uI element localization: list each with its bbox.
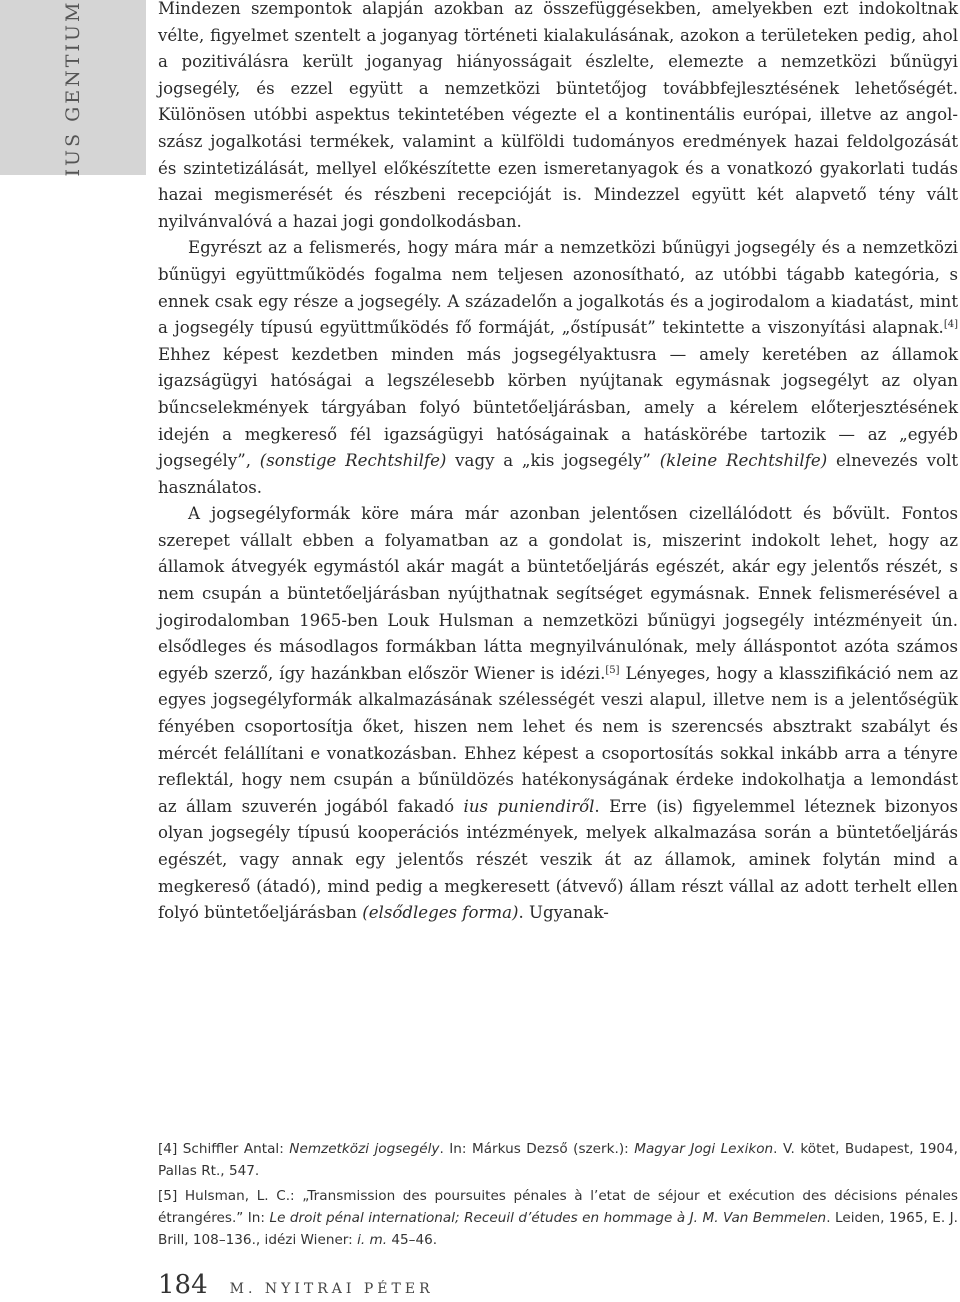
text-run: . Erre (is) figyelemmel léteznek bizonyos olyan jogsegély típusú kooperációs intézmények, melyek alkalmazása során a büntetőeljárás egészét, vagy annak egy jelentős részét veszik át az államok, aminek folytán mind a megkereső (átadó), mind pedig a megkeresett (átvevő) állam részt vállal az adott terhelt ellen folyó büntetőeljárásban	[158, 796, 958, 923]
footnote	[158, 1138, 958, 1182]
italic-text: (elsődleges forma)	[362, 903, 519, 923]
italic-text: Nemzetközi jogsegély	[289, 1141, 440, 1157]
italic-text: Le droit pénal international; Receuil d’études en hommage à J. M. Van Bemmelen	[269, 1210, 827, 1226]
text-run: A jogsegélyformák köre mára már azonban jelentősen cizellálódott és bővült. Fontos szerepet vállalt ebben a folyamatban az a gondolat is, miszerint indokolt lehet, hogy az államok átvegyék egymástól akár magát a büntetőeljárás egészét, akár egy jelentős részét, s nem csupán a büntetőeljárásban nyújthatnak segítséget egymásnak. Ennek felismerésével a jogirodalomban 1965-ben Louk Hulsman a nemzetközi bűnügyi jogsegély intézményeit ún. elsődleges és másodlagos formákban látta megnyilvánulónak, mely álláspontot azóta számos egyéb szerző, így hazánkban először Wiener is idézi.	[158, 504, 958, 683]
footnote	[158, 1185, 958, 1251]
page-number: 184	[158, 1270, 208, 1300]
text-run: Egyrészt az a felismerés, hogy mára már a nemzetközi bűnügyi jogsegély és a nemzetközi bűnügyi együttműködés fogalma nem teljesen azonosítható, az utóbbi tágabb kategória, s ennek csak egy része a jogsegély. A századelőn a jogalkotás és a jogirodalom a kiadatást, mint a jogsegély típusú együttműködés fő formáját, „őstípusát” tekintette a viszonyítási alapnak.	[158, 238, 958, 338]
italic-text: i. m.	[357, 1232, 388, 1248]
text-run: . In: Márkus Dezső (szerk.):	[439, 1141, 635, 1157]
text-run: Mindezen szempontok alapján azokban az összefüggésekben, amelyekben ezt indokoltnak vélte, figyelmet szentelt a joganyag történeti kialakulásának, azokon a területeken pedig, ahol a pozitiválásra került joganyag hiányosságait észlelte, elemezte a nemzetközi bűnügyi jogsegély, és ezzel együtt a nemzetközi büntetőjog továbbfejlesztésének lehetőségét. Különösen utóbbi aspektus tekintetében végezte el a kontinentális európai, illetve az angol-szász jogalkotási termékek, valamint a külföldi tudományos eredmények hazai feldolgozását és szintetizálását, mellyel előkészítette ezen ismeretanyagok és a vonatkozó gyakorlati tudás hazai megismerését és részbeni recepcióját is. Mindezzel együtt két alapvető tény vált nyilvánvalóvá a hazai jogi gondolkodásban.	[158, 0, 958, 231]
footnote-ref: [5]	[605, 664, 620, 676]
text-run: 45–46.	[387, 1232, 438, 1248]
paragraph	[158, 235, 958, 501]
journal-side-tab	[0, 0, 146, 175]
running-author: M. NYITRAI PÉTER	[229, 1281, 434, 1297]
journal-title: IUS GENTIUM	[62, 0, 84, 177]
text-run: vagy a „kis jogsegély”	[446, 451, 660, 471]
italic-text: (sonstige Rechtshilfe)	[259, 451, 447, 471]
text-run: . Ugyanak-	[518, 903, 609, 923]
text-run: . Leiden, 1965, E. J. Brill, 108–136., idézi Wiener:	[158, 1210, 958, 1248]
footnote-ref: [4]	[943, 319, 958, 331]
text-run: [5] Hulsman, L. C.: „Transmission des poursuites pénales à l’etat de séjour et exécution des décisions pénales étrangéres.” In:	[158, 1188, 958, 1226]
text-run: Ehhez képest kezdetben minden más jogsegélyaktusra — amely keretében az államok igazságügyi hatóságai a legszélesebb körben nyújtanak egymásnak jogsegélyt az olyan bűncselekmények tárgyában folyó büntetőeljárásban, amely a kérelem előterjesztésének idején a megkereső fél igazságügyi hatóságainak a hatáskörébe tartozik — az „egyéb jogsegély”,	[158, 344, 958, 471]
paragraph	[158, 501, 958, 927]
body-text	[158, 0, 958, 927]
italic-text: (kleine Rechtshilfe)	[659, 451, 828, 471]
text-run: . V. kötet, Budapest, 1904, Pallas Rt., 547.	[158, 1141, 958, 1179]
italic-text: ius puniendiről	[463, 796, 595, 816]
text-run: elnevezés volt használatos.	[158, 451, 959, 497]
page-footer	[158, 1270, 434, 1300]
footnotes	[158, 1138, 958, 1254]
italic-text: Magyar Jogi Lexikon	[634, 1141, 774, 1157]
text-run: Lényeges, hogy a klasszifikáció nem az egyes jogsegélyformák alkalmazásának szélességét veszi alapul, illetve nem is a jelentőségük fényében csoportosítja őket, hiszen nem lehet és nem is szerencsés absztrakt szabályt és mércét felállítani e vonatkozásban. Ehhez képest a csoportosítás sokkal inkább arra a tényre reflektál, hogy nem csupán a bűnüldözés hatékonyságának érdeke indokolhatja a lemondást az állam szuverén jogából fakadó	[158, 663, 958, 816]
paragraph	[158, 0, 958, 235]
text-run: [4] Schiffler Antal:	[158, 1141, 290, 1157]
